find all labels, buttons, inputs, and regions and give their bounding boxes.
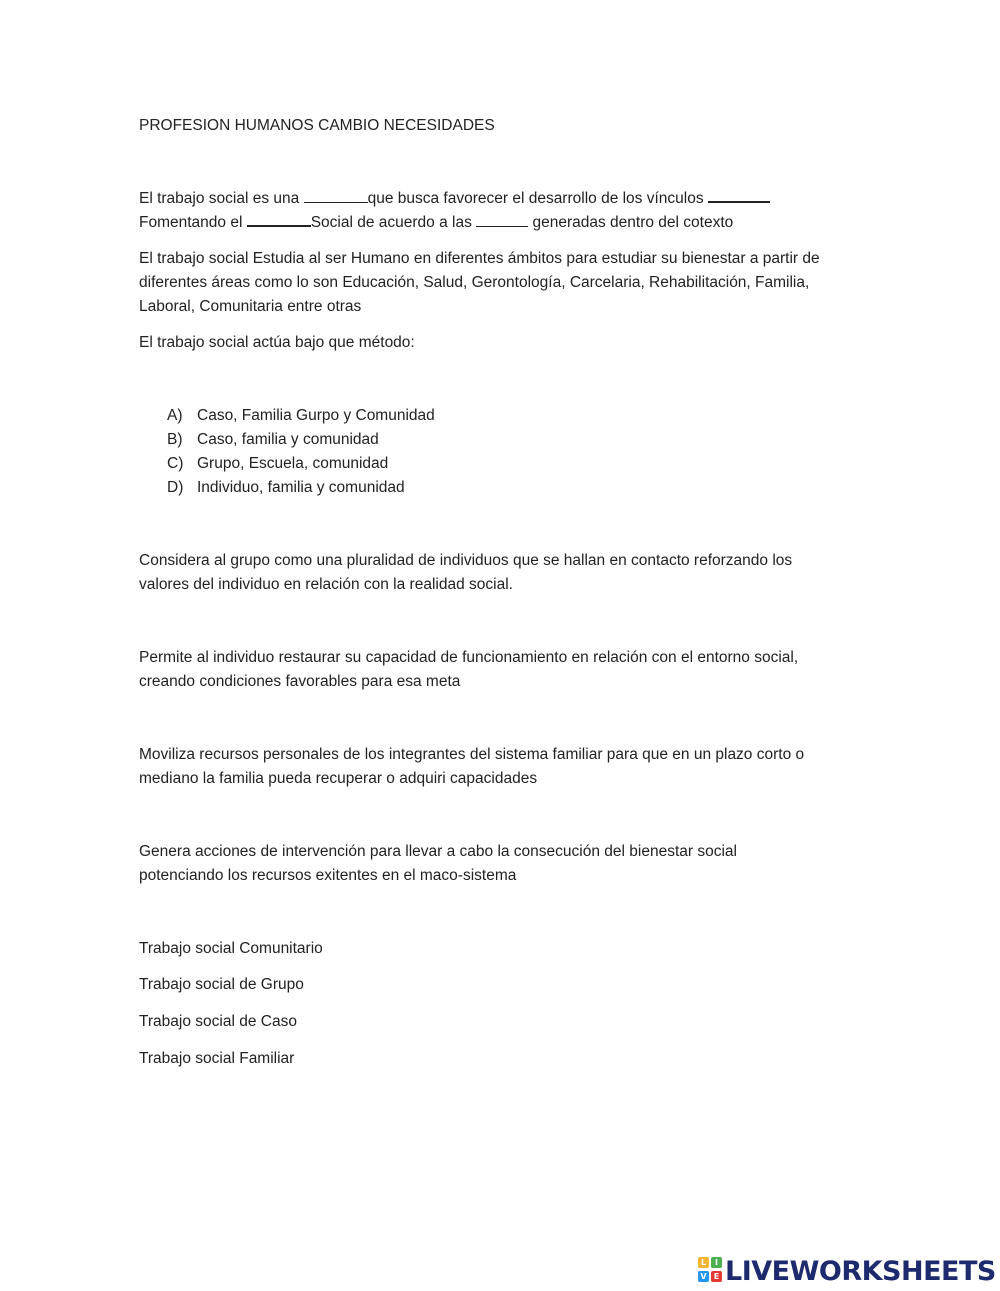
term-grupo[interactable]: Trabajo social de Grupo — [139, 976, 304, 993]
definition-line: valores del individuo en relación con la realidad social. — [139, 576, 513, 593]
fill-in-text: Social de acuerdo a las — [310, 214, 477, 231]
fill-in-line-1 — [139, 187, 770, 211]
option-letter: A) — [167, 407, 183, 424]
definition-line: Permite al individuo restaurar su capacidad de funcionamiento en relación con el entorno social, — [139, 649, 799, 666]
fill-in-text: que busca favorecer el desarrollo de los vínculos — [367, 190, 708, 207]
blank-3[interactable] — [247, 211, 311, 227]
logo-letter: I — [711, 1257, 722, 1268]
question-text: El trabajo social actúa bajo que método: — [139, 334, 415, 351]
word-bank-heading: PROFESION HUMANOS CAMBIO NECESIDADES — [139, 117, 495, 134]
definition-line: creando condiciones favorables para esa meta — [139, 673, 461, 690]
definition-line: Considera al grupo como una pluralidad de individuos que se hallan en contacto reforzando los — [139, 552, 793, 569]
liveworksheets-logo — [698, 1255, 996, 1287]
option-letter: D) — [167, 479, 184, 496]
fill-in-line-2 — [139, 211, 733, 235]
term-caso[interactable]: Trabajo social de Caso — [139, 1013, 297, 1030]
fill-in-text: generadas dentro del cotexto — [528, 214, 734, 231]
logo-mark-icon — [698, 1257, 724, 1285]
definition-line: mediano la familia pueda recuperar o adquiri capacidades — [139, 770, 538, 787]
option-text: Grupo, Escuela, comunidad — [197, 455, 389, 472]
fill-in-text: El trabajo social es una — [139, 190, 304, 207]
term-familiar[interactable]: Trabajo social Familiar — [139, 1050, 295, 1067]
definition-line: Genera acciones de intervención para llevar a cabo la consecución del bienestar social — [139, 843, 737, 860]
blank-2[interactable] — [708, 187, 770, 203]
fill-in-text: Fomentando el — [139, 214, 247, 231]
paragraph-line: diferentes áreas como lo son Educación, Salud, Gerontología, Carcelaria, Rehabilitación, Familia, — [139, 274, 810, 291]
logo-letter: L — [698, 1257, 709, 1268]
blank-1[interactable] — [304, 188, 368, 203]
option-text: Caso, familia y comunidad — [197, 431, 379, 448]
option-letter: B) — [167, 431, 183, 448]
logo-text: LIVEWORKSHEETS — [725, 1255, 996, 1287]
blank-4[interactable] — [476, 212, 528, 227]
logo-letter: V — [698, 1271, 709, 1282]
paragraph-line: El trabajo social Estudia al ser Humano en diferentes ámbitos para estudiar su bienestar a partir de — [139, 250, 820, 267]
option-text: Caso, Familia Gurpo y Comunidad — [197, 407, 435, 424]
term-comunitario[interactable]: Trabajo social Comunitario — [139, 940, 323, 957]
logo-letter: E — [711, 1271, 722, 1282]
definition-line: Moviliza recursos personales de los integrantes del sistema familiar para que en un plazo corto o — [139, 746, 805, 763]
definition-line: potenciando los recursos exitentes en el maco-sistema — [139, 867, 517, 884]
paragraph-line: Laboral, Comunitaria entre otras — [139, 298, 362, 315]
option-letter: C) — [167, 455, 184, 472]
option-text: Individuo, familia y comunidad — [197, 479, 405, 496]
